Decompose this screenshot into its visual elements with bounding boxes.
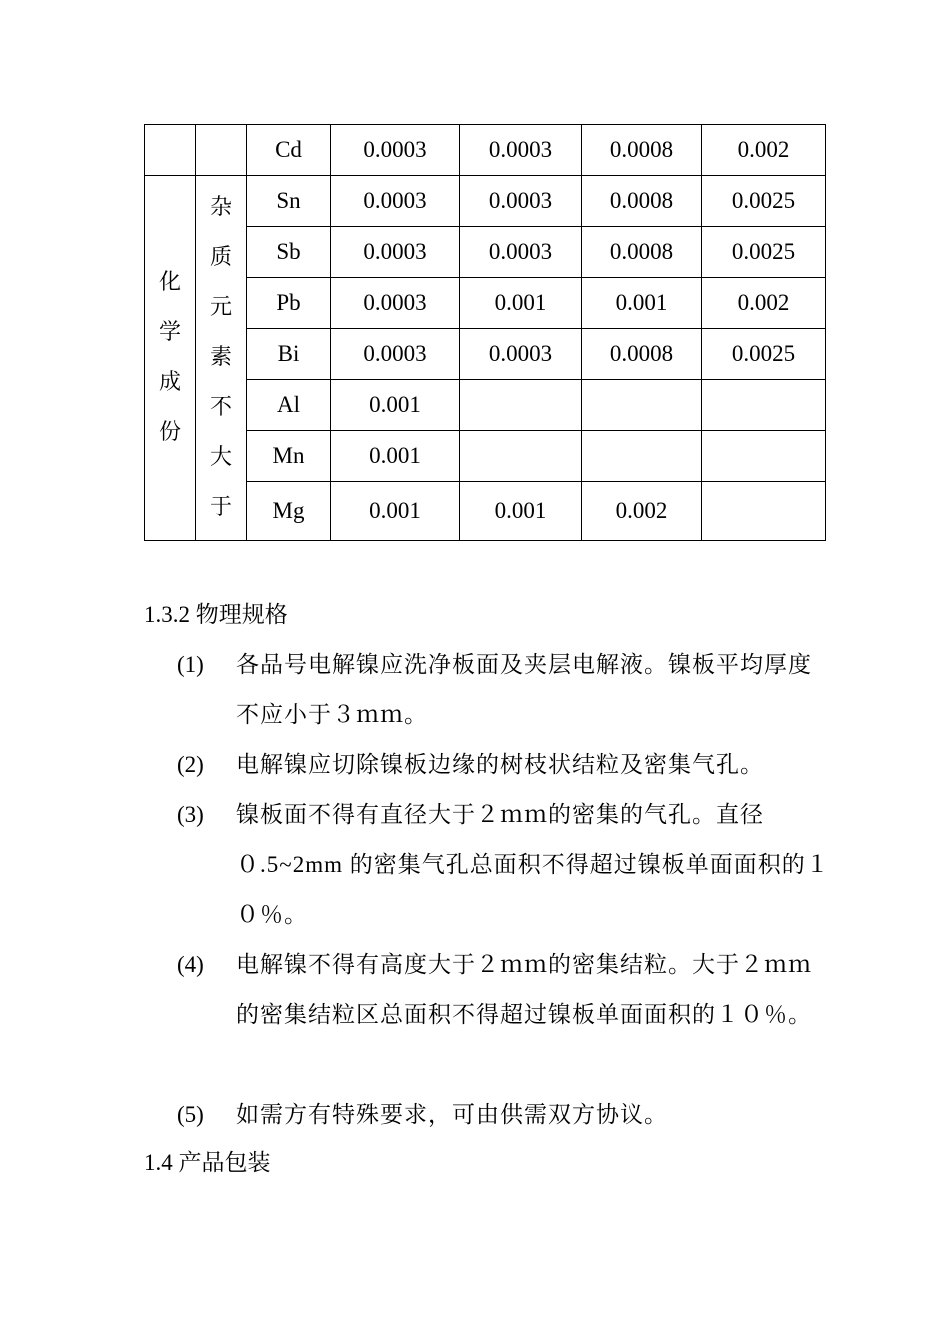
- value-cell: [702, 380, 826, 431]
- section-heading-packaging: 1.4 产品包装: [144, 1150, 271, 1175]
- table-cell-empty: [145, 125, 196, 176]
- value-cell: 0.0003: [460, 176, 582, 227]
- value-cell: 0.0008: [582, 329, 702, 380]
- value-cell: 0.0003: [331, 278, 460, 329]
- element-cell: Mn: [247, 431, 331, 482]
- list-item-number: (4): [177, 952, 204, 977]
- list-item-number: (3): [177, 802, 204, 827]
- value-cell: 0.0008: [582, 125, 702, 176]
- value-cell: [702, 431, 826, 482]
- list-item-text: 电解镍应切除镍板边缘的树枝状结粒及密集气孔。: [236, 752, 764, 777]
- value-cell: 0.0003: [460, 329, 582, 380]
- table-cell-empty: [196, 125, 247, 176]
- value-cell: 0.001: [460, 278, 582, 329]
- value-cell: 0.001: [331, 431, 460, 482]
- value-cell: 0.0003: [460, 227, 582, 278]
- table-row: [145, 431, 826, 482]
- value-cell: [582, 431, 702, 482]
- table-row: [145, 380, 826, 431]
- element-cell: Sb: [247, 227, 331, 278]
- list-item-text: 镍板面不得有直径大于２ｍｍ的密集的气孔。直径０.5~2mm 的密集气孔总面积不得超过镍板单面面积的１０％。: [236, 802, 830, 927]
- value-cell: [460, 431, 582, 482]
- table-row: [145, 176, 826, 227]
- impurity-table: [144, 124, 826, 541]
- element-cell: Al: [247, 380, 331, 431]
- table-row: [145, 329, 826, 380]
- value-cell: 0.0003: [460, 125, 582, 176]
- list-item-text: 各品号电解镍应洗净板面及夹层电解液。镍板平均厚度不应小于３ｍｍ。: [236, 652, 812, 727]
- list-item-number: (2): [177, 752, 204, 777]
- table-row: [145, 125, 826, 176]
- list-item-text: 如需方有特殊要求，可由供需双方协议。: [236, 1102, 668, 1127]
- chemical-composition-label-cell: [145, 176, 196, 541]
- value-cell: [702, 482, 826, 541]
- value-cell: 0.0003: [331, 227, 460, 278]
- table-row: [145, 482, 826, 541]
- element-cell: Mg: [247, 482, 331, 541]
- value-cell: 0.002: [702, 125, 826, 176]
- value-cell: 0.001: [582, 278, 702, 329]
- element-cell: Bi: [247, 329, 331, 380]
- table-row: [145, 227, 826, 278]
- value-cell: 0.0003: [331, 176, 460, 227]
- value-cell: 0.001: [331, 482, 460, 541]
- value-cell: 0.0025: [702, 227, 826, 278]
- impurity-limit-label-cell: [196, 176, 247, 541]
- value-cell: 0.0008: [582, 227, 702, 278]
- section-heading-physical-spec: 1.3.2 物理规格: [144, 602, 288, 627]
- value-cell: 0.001: [331, 380, 460, 431]
- impurity-limit-label: 杂质元素不大于: [209, 195, 232, 520]
- value-cell: 0.0008: [582, 176, 702, 227]
- table-row: [145, 278, 826, 329]
- value-cell: 0.002: [702, 278, 826, 329]
- element-cell: Cd: [247, 125, 331, 176]
- list-item-number: (1): [177, 652, 204, 677]
- value-cell: 0.0003: [331, 125, 460, 176]
- list-item-text: 电解镍不得有高度大于２ｍｍ的密集结粒。大于２ｍｍ的密集结粒区总面积不得超过镍板单面面积的１０％。: [236, 952, 812, 1027]
- value-cell: 0.002: [582, 482, 702, 541]
- element-cell: Pb: [247, 278, 331, 329]
- value-cell: [460, 380, 582, 431]
- chemical-composition-label: 化学成份: [158, 270, 181, 445]
- value-cell: 0.0025: [702, 329, 826, 380]
- value-cell: 0.0003: [331, 329, 460, 380]
- element-cell: Sn: [247, 176, 331, 227]
- value-cell: 0.001: [460, 482, 582, 541]
- value-cell: 0.0025: [702, 176, 826, 227]
- value-cell: [582, 380, 702, 431]
- list-item-number: (5): [177, 1102, 204, 1127]
